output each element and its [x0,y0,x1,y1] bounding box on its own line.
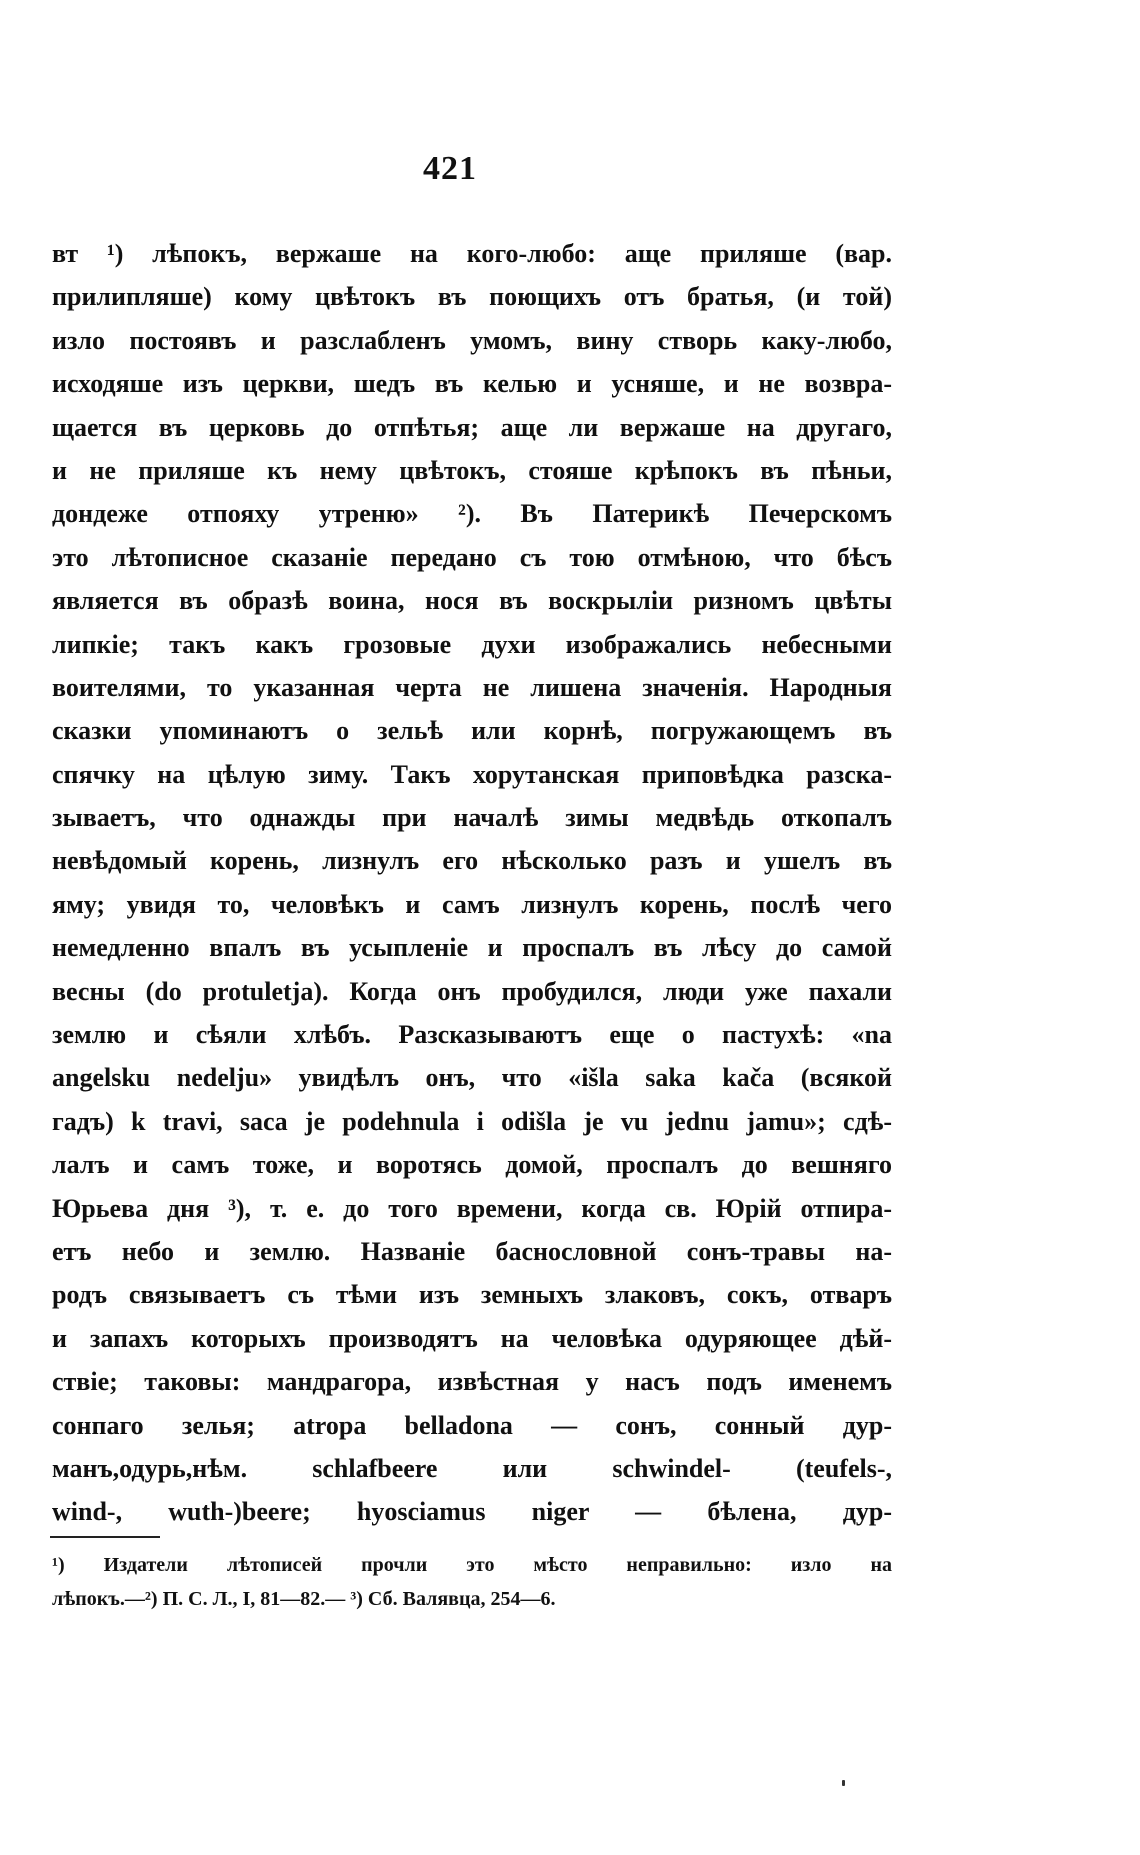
text-line: прилипляше) кому цвѣтокъ въ поющихъ отъ братья, (и той) [52,282,892,312]
text-line: зываетъ, что однажды при началѣ зимы медвѣдь откопалъ [52,803,892,833]
print-speck [842,1780,845,1786]
footnotes [52,1548,892,1616]
text-line: сонпаго зелья; atropa belladona — сонъ, сонный дур- [52,1410,892,1440]
page-number: 421 [423,150,477,187]
text-line: весны (do protuletja). Когда онъ пробудился, люди уже пахали [52,976,892,1006]
text-line: и запахъ которыхъ производятъ на человѣка одуряющее дѣй- [52,1323,892,1353]
text-line: етъ небо и землю. Названіе баснословной сонъ-травы на- [52,1236,892,1266]
text-line: Юрьева дня ³), т. е. до того времени, когда св. Юрій отпира- [52,1193,892,1223]
text-line: и не приляше къ нему цвѣтокъ, стояше крѣпокъ въ пѣньи, [52,455,892,485]
text-line: исходяше изъ церкви, шедъ въ келью и усняше, и не возвра- [52,369,892,399]
text-line: немедленно впалъ въ усыпленіе и проспалъ въ лѣсу до самой [52,933,892,963]
text-line: изло постоявъ и разслабленъ умомъ, вину створь каку-любо, [52,325,892,355]
text-line: гадъ) k travi, saca je podehnula i odišla je vu jednu jamu»; сдѣ- [52,1106,892,1136]
text-line: это лѣтописное сказаніе передано съ тою отмѣною, что бѣсъ [52,542,892,572]
text-line: сказки упоминаютъ о зельѣ или корнѣ, погружающемъ въ [52,716,892,746]
footnote-separator [50,1536,160,1538]
text-line: щается въ церковь до отпѣтья; аще ли вержаше на другаго, [52,412,892,442]
text-line: wind-, wuth-)beere; hyosciamus niger — бѣлена, дур- [52,1497,892,1527]
text-line: ствіе; таковы: мандрагора, извѣстная у насъ подъ именемъ [52,1367,892,1397]
text-line: невѣдомый корень, лизнулъ его нѣсколько разъ и ушелъ въ [52,846,892,876]
text-line: землю и сѣяли хлѣбъ. Разсказываютъ еще о пастухѣ: «na [52,1020,892,1050]
footnote-line: ¹) Издатели лѣтописей прочли это мѣсто неправильно: изло на [52,1554,892,1576]
text-line: родъ связываетъ съ тѣми изъ земныхъ злаковъ, сокъ, отваръ [52,1280,892,1310]
body-text [52,232,892,1534]
text-line: лалъ и самъ тоже, и воротясь домой, проспалъ до вешняго [52,1150,892,1180]
text-line: яму; увидя то, человѣкъ и самъ лизнулъ корень, послѣ чего [52,889,892,919]
text-line: вт ¹) лѣпокъ, вержаше на кого-любо: аще приляше (вар. [52,239,892,268]
text-line: спячку на цѣлую зиму. Такъ хорутанская приповѣдка разска- [52,759,892,789]
text-line: дондеже отпояху утреню» ²). Въ Патерикѣ Печерскомъ [52,499,892,529]
text-line: angelsku nedelju» увидѣлъ онъ, что «išla saka kača (всякой [52,1063,892,1093]
text-line: воителями, то указанная черта не лишена значенія. Народныя [52,672,892,702]
text-line: липкіе; такъ какъ грозовые духи изображались небесными [52,629,892,659]
footnote-line: лѣпокъ.—²) П. С. Л., I, 81—82.— ³) Сб. Валявца, 254—6. [52,1588,556,1610]
text-line: манъ,одурь,нѣм. schlafbeere или schwindel- (teufels-, [52,1453,892,1483]
text-line: является въ образѣ воина, нося въ воскрыліи ризномъ цвѣты [52,586,892,616]
